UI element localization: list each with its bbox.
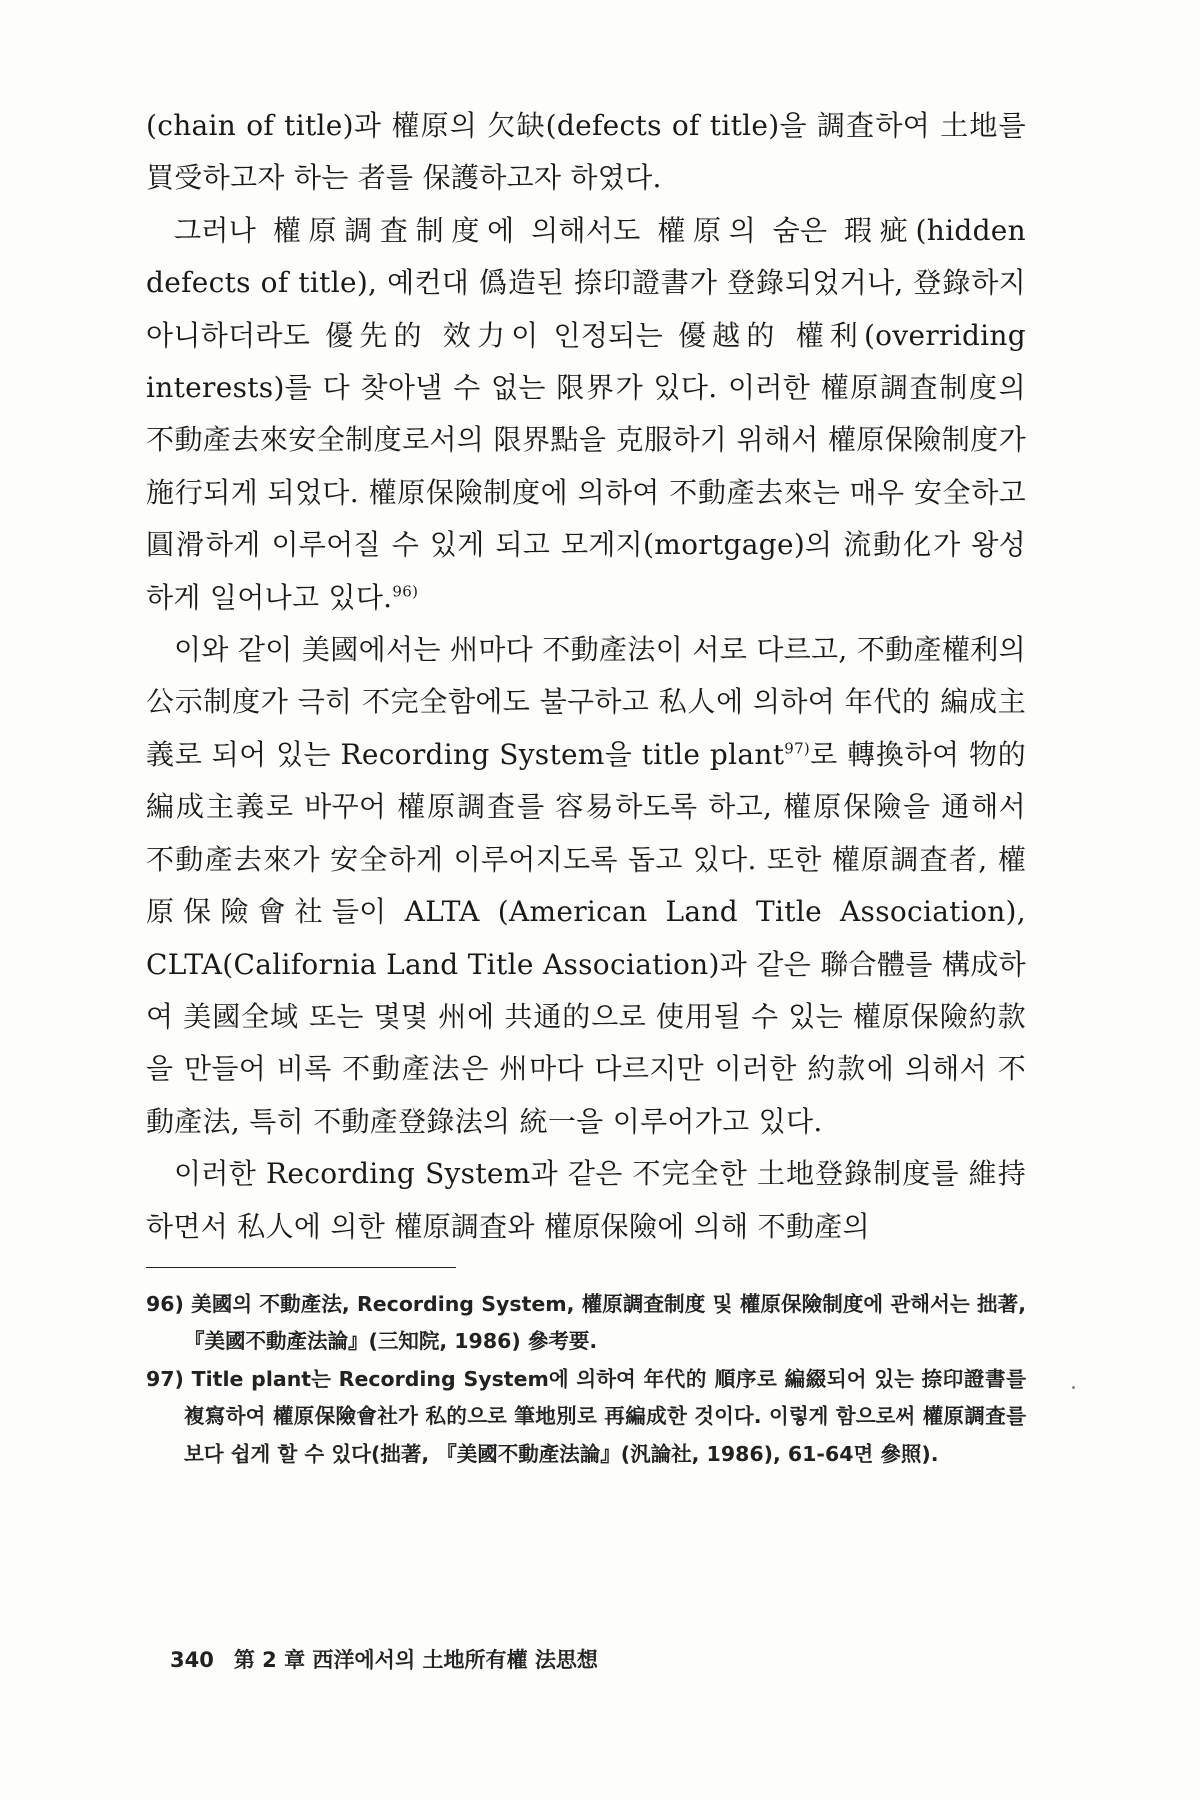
running-footer	[170, 1644, 598, 1674]
footnote-97: 97) Title plant는 Recording System에 의하여 年代的 順序로 編綴되어 있는 捺印證書를 複寫하여 權原保險會社가 私的으로 筆地別로 再編成한 것이다. 이렇게 함으로써 權原調査를 보다 쉽게 할 수 있다(拙著, 『美國不動產法論』(汎論社, 1986), 61-64면 參照).	[146, 1366, 1026, 1466]
page-body	[146, 100, 1026, 1473]
footnote-96: 96) 美國의 不動產法, Recording System, 權原調査制度 및 權原保險制度에 관해서는 拙著, 『美國不動產法論』(三知院, 1986) 參考要.	[146, 1291, 1026, 1354]
page-number: 340	[170, 1648, 214, 1672]
footnote-ref-97[interactable]: 97)	[784, 739, 811, 758]
footnote-ref-96[interactable]: 96)	[392, 582, 419, 601]
paragraph-1	[146, 100, 1026, 205]
paragraph-2-text: 그러나 權原調査制度에 의해서도 權原의 숨은 瑕疵(hidden defects of title), 예컨대 僞造된 捺印證書가 登錄되었거나, 登錄하지 아니하더라도 優先的 效力이 인정되는 優越的 權利(overriding interests)를 다 찾아낼 수 없는 限界가 있다. 이러한 權原調査制度의 不動產去來安全制度로서의 限界點을 克服하기 위해서 權原保險制度가 施行되게 되었다. 權原保險制度에 의하여 不動產去來는 매우 安全하고 圓滑하게 이루어질 수 있게 되고 모게지(mortgage)의 流動化가 왕성하게 일어나고 있다.	[146, 213, 1026, 614]
chapter-title: 第 2 章 西洋에서의 土地所有權 法思想	[233, 1648, 598, 1672]
scan-speck	[1072, 1386, 1075, 1389]
paragraph-4	[146, 1148, 1026, 1253]
paragraph-4-text: 이러한 Recording System과 같은 不完全한 土地登錄制度를 維持하면서 私人에 의한 權原調査와 權原保險에 의해 不動產의	[146, 1157, 1026, 1243]
paragraph-2	[146, 205, 1026, 624]
paragraph-1-text: (chain of title)과 權原의 欠缺(defects of title)을 調査하여 土地를 買受하고자 하는 者를 保護하고자 하였다.	[146, 109, 1026, 195]
paragraph-3	[146, 624, 1026, 1148]
paragraph-3-text-before: 이와 같이 美國에서는 州마다 不動產法이 서로 다르고, 不動產權利의 公示制度가 극히 不完全함에도 불구하고 私人에 의하여 年代的 編成主義로 되어 있는 Recording System을 title plant	[146, 633, 1026, 771]
footnote-divider	[146, 1267, 456, 1268]
paragraph-3-text-after: 로 轉換하여 物的編成主義로 바꾸어 權原調査를 容易하도록 하고, 權原保險을 通해서 不動產去來가 安全하게 이루어지도록 돕고 있다. 또한 權原調査者, 權原保險會社들이 ALTA (American Land Title Association), CLTA(California Land Title Association)과 같은 聯合體를 構成하여 美國全域 또는 몇몇 州에 共通的으로 使用될 수 있는 權原保險約款을 만들어 비록 不動產法은 州마다 다르지만 이러한 約款에 의해서 不動產法, 특히 不動產登錄法의 統一을 이루어가고 있다.	[146, 737, 1026, 1138]
